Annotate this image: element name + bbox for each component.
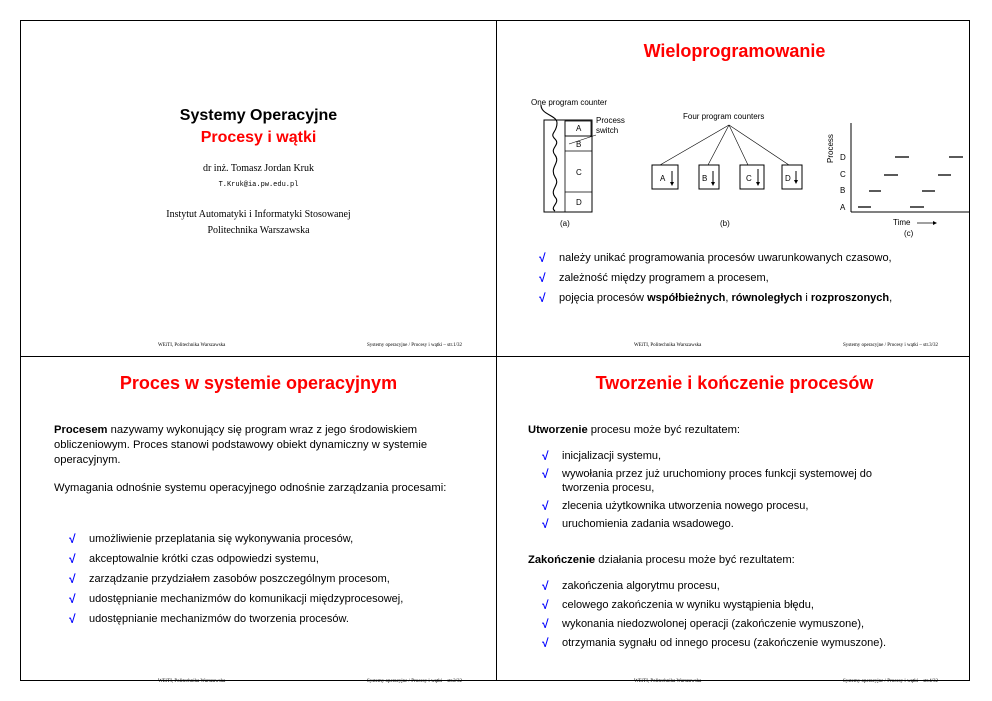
slide-3: [497, 21, 972, 356]
fig-a-block-c: C: [576, 168, 582, 177]
slide1-author: dr inż. Tomasz Jordan Kruk: [202, 163, 315, 174]
checkmark-icon: √: [542, 636, 549, 650]
slide-1: [21, 21, 496, 356]
slide4-bullets-create: [542, 449, 922, 535]
footer-left: WEiTI, Politechnika Warszawska: [634, 343, 702, 348]
fig-b-box-c: C: [746, 174, 752, 183]
slide2-bullets: [69, 532, 489, 632]
footer-left: WEiTI, Politechnika Warszawska: [158, 343, 226, 348]
list-item: √ umożliwienie przeplatania się wykonywania procesów,: [69, 532, 354, 546]
list-item: √ pojęcia procesów współbieżnych, równoległych i rozproszonych,: [539, 291, 893, 305]
fig-c-xlabel: Time: [893, 218, 911, 227]
list-item: √ należy unikać programowania procesów uwarunkowanych czasowo,: [539, 251, 892, 265]
slide1-title: Systemy Operacyjne: [179, 107, 338, 124]
fig-c-proc-d: D: [840, 153, 846, 162]
slide-4: [497, 357, 972, 692]
fig-a-label: One program counter: [531, 98, 608, 107]
checkmark-icon: √: [539, 291, 546, 305]
fig-b-box-b: B: [702, 174, 708, 183]
slide-sheet: [20, 20, 970, 684]
slide-2: [21, 357, 496, 692]
checkmark-icon: √: [542, 449, 549, 463]
list-item: √ udostępnianie mechanizmów do tworzenia procesów.: [69, 612, 349, 626]
checkmark-icon: √: [542, 579, 549, 593]
list-item: √ zarządzanie przydziałem zasobów poszczególnym procesom,: [69, 572, 390, 586]
fig-c-proc-b: B: [840, 186, 846, 195]
fig-b-box-d: D: [785, 174, 791, 183]
fig-c-ylabel: Process: [826, 134, 835, 163]
checkmark-icon: √: [542, 617, 549, 631]
footer-page: Systemy operacyjne / Procesy i wątki – str.2/32: [367, 679, 462, 684]
slide2-title: Proces w systemie operacyjnym: [119, 373, 398, 393]
fig-a-caption: (a): [560, 219, 570, 228]
list-item: √ wykonania niedozwolonej operacji (zakończenie wymuszone),: [542, 617, 865, 631]
list-item: √ inicjalizacji systemu,: [542, 449, 662, 463]
list-item: √ zlecenia użytkownika utworzenia nowego procesu,: [542, 499, 809, 513]
footer-left: WEiTI, Politechnika Warszawska: [634, 679, 702, 684]
fig-a-block-d: D: [576, 198, 582, 207]
checkmark-icon: √: [69, 532, 76, 546]
slide1-university: Politechnika Warszawska: [207, 225, 310, 236]
slide1-subtitle: Procesy i wątki: [200, 129, 317, 146]
fig-a-switch-2: switch: [596, 126, 619, 135]
checkmark-icon: √: [539, 251, 546, 265]
checkmark-icon: √: [542, 499, 549, 513]
fig-c-proc-c: C: [840, 170, 846, 179]
fig-b-caption: (b): [720, 219, 730, 228]
slide4-bullets-end: [542, 579, 962, 655]
list-item: √ celowego zakończenia w wyniku wystąpienia błędu,: [542, 598, 814, 612]
fig-c-proc-a: A: [840, 203, 846, 212]
slide3-bullets: [539, 251, 959, 311]
slide4-title: Tworzenie i kończenie procesów: [595, 373, 874, 393]
slide3-title: Wieloprogramowanie: [643, 41, 826, 61]
slide1-email: T.Kruk@ia.pw.edu.pl: [218, 181, 299, 189]
fig-b-box-a: A: [660, 174, 666, 183]
list-item: √ otrzymania sygnału od innego procesu (zakończenie wymuszone).: [542, 636, 887, 650]
list-item: √ udostępnianie mechanizmów do komunikacji międzyprocesowej,: [69, 592, 404, 606]
list-item: √ zakończenia algorytmu procesu,: [542, 579, 720, 593]
slide2-para1: Procesem nazywamy wykonujący się program wraz z jego środowiskiem obliczeniowym. Proces stanowi podstawowy obiekt dynamiczny w systemie operacyjnym.: [54, 424, 428, 466]
checkmark-icon: √: [542, 467, 549, 481]
checkmark-icon: √: [69, 572, 76, 586]
multiprogramming-figure: [497, 93, 972, 238]
list-item: √ zależność między programem a procesem,: [539, 271, 769, 285]
list-item: √ akceptowalnie krótki czas odpowiedzi systemu,: [69, 552, 319, 566]
slide4-intro2: Zakończenie działania procesu może być rezultatem:: [528, 554, 795, 566]
fig-a-block-b: B: [576, 140, 582, 149]
slide1-institute: Instytut Automatyki i Informatyki Stosowanej: [166, 209, 351, 220]
checkmark-icon: √: [542, 517, 549, 531]
footer-page: Systemy operacyjne / Procesy i wątki – str.4/32: [843, 679, 938, 684]
footer-page: Systemy operacyjne / Procesy i wątki – str.1/32: [367, 343, 462, 348]
slide2-para2: Wymagania odnośnie systemu operacyjnego odnośnie zarządzania procesami:: [54, 482, 447, 494]
fig-a-switch: Process: [596, 116, 625, 125]
checkmark-icon: √: [69, 592, 76, 606]
fig-c-caption: (c): [904, 229, 914, 238]
fig-a-block-a: A: [576, 124, 582, 133]
footer-left: WEiTI, Politechnika Warszawska: [158, 679, 226, 684]
slide4-intro1: Utworzenie procesu może być rezultatem:: [528, 424, 741, 436]
checkmark-icon: √: [539, 271, 546, 285]
checkmark-icon: √: [542, 598, 549, 612]
checkmark-icon: √: [69, 612, 76, 626]
checkmark-icon: √: [69, 552, 76, 566]
footer-page: Systemy operacyjne / Procesy i wątki – str.3/32: [843, 343, 938, 348]
fig-b-label: Four program counters: [683, 112, 765, 121]
list-item: √ wywołania przez już uruchomiony proces funkcji systemowej do tworzenia procesu,: [542, 467, 872, 494]
list-item: √ uruchomienia zadania wsadowego.: [542, 517, 734, 531]
